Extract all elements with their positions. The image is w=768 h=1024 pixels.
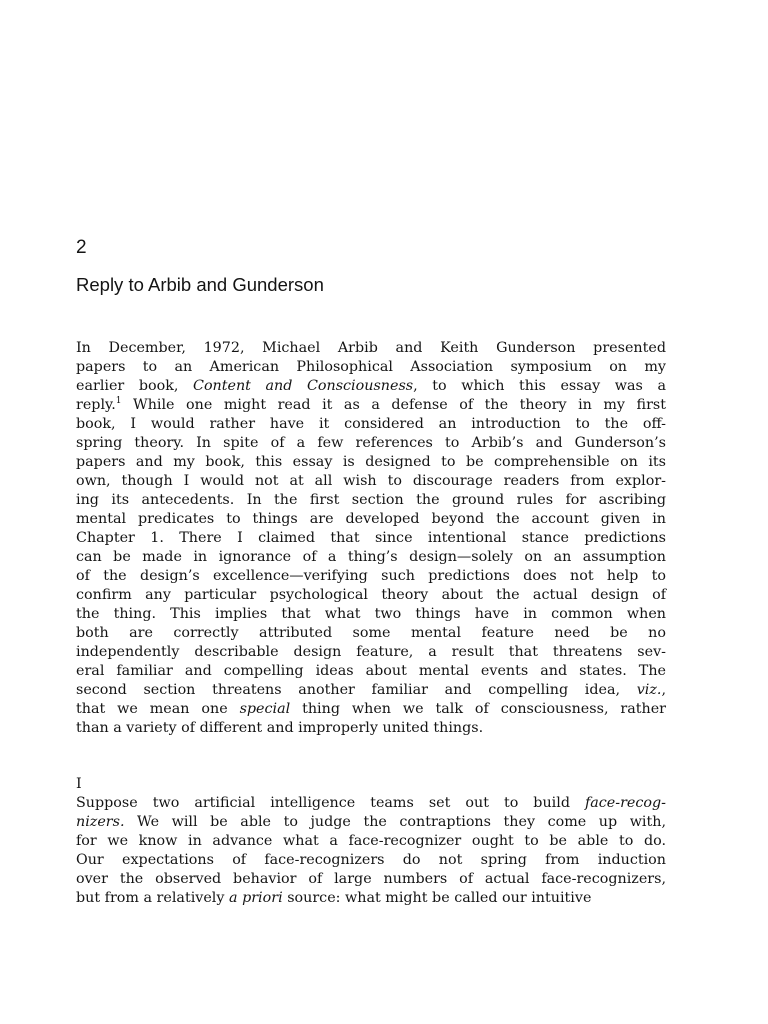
section-heading: I: [76, 776, 82, 792]
text-segment: the thing. This implies that what two things have in common when: [76, 606, 666, 622]
text-segment: second section threatens another familiar and compelling idea,: [76, 682, 637, 698]
text-line: [76, 794, 666, 813]
text-segment: than a variety of different and improperly united things.: [76, 720, 484, 736]
text-line: [76, 567, 666, 586]
text-line: [76, 624, 666, 643]
text-line: [76, 681, 666, 700]
text-segment: spring theory. In spite of a few references to Arbib’s and Gunderson’s: [76, 435, 666, 451]
text-line: [76, 415, 666, 434]
text-line: [76, 662, 666, 681]
text-segment: papers and my book, this essay is designed to be comprehensible on its: [76, 454, 666, 470]
text-segment: While one might read it as a defense of the theory in my first: [121, 397, 666, 413]
text-segment: that we mean one: [76, 701, 240, 717]
text-segment: mental predicates to things are developed beyond the account given in: [76, 511, 666, 527]
text-line: [76, 472, 666, 491]
text-segment: can be made in ignorance of a thing’s design—solely on an assumption: [76, 549, 666, 565]
text-segment: eral familiar and compelling ideas about mental events and states. The: [76, 663, 666, 679]
text-line: [76, 719, 666, 738]
text-segment: for we know in advance what a face-recognizer ought to be able to do.: [76, 833, 666, 849]
text-line: [76, 358, 666, 377]
text-segment: confirm any particular psychological theory about the actual design of: [76, 587, 666, 603]
section-one-paragraph: [76, 794, 666, 908]
text-segment: In December, 1972, Michael Arbib and Keith Gunderson presented: [76, 340, 666, 356]
text-segment: Suppose two artificial intelligence teams set out to build: [76, 795, 585, 811]
text-segment: papers to an American Philosophical Association symposium on my: [76, 359, 666, 375]
text-segment: , to which this essay was a: [413, 378, 666, 394]
text-segment: both are correctly attributed some mental feature need be no: [76, 625, 666, 641]
italic-text: Content and Consciousness: [193, 378, 414, 394]
text-line: [76, 396, 666, 415]
text-segment: of the design’s excellence—verifying such predictions does not help to: [76, 568, 666, 584]
text-line: [76, 529, 666, 548]
text-line: [76, 377, 666, 396]
italic-text: special: [239, 701, 291, 717]
text-segment: earlier book,: [76, 378, 193, 394]
text-line: [76, 813, 666, 832]
text-line: [76, 870, 666, 889]
text-line: [76, 605, 666, 624]
footnote-marker: 1: [115, 396, 122, 407]
text-line: [76, 832, 666, 851]
text-line: [76, 586, 666, 605]
text-line: [76, 434, 666, 453]
intro-paragraph: [76, 339, 666, 738]
text-segment: but from a relatively: [76, 890, 229, 906]
chapter-title: Reply to Arbib and Gunderson: [76, 274, 324, 295]
italic-text: viz.: [636, 682, 662, 698]
text-segment: over the observed behavior of large numbers of actual face-recognizers,: [76, 871, 666, 887]
text-segment: Our expectations of face-recognizers do not spring from induction: [76, 852, 666, 868]
text-segment: thing when we talk of consciousness, rather: [290, 701, 666, 717]
text-segment: source: what might be called our intuitive: [282, 890, 592, 906]
text-segment: ,: [661, 682, 666, 698]
text-segment: We will be able to judge the contraptions they come up with,: [124, 814, 666, 830]
text-segment: ing its antecedents. In the first section the ground rules for ascribing: [76, 492, 666, 508]
italic-text: face-recog-: [584, 795, 666, 811]
text-segment: Chapter 1. There I claimed that since intentional stance predictions: [76, 530, 666, 546]
text-segment: independently describable design feature, a result that threatens sev-: [76, 644, 666, 660]
text-line: [76, 548, 666, 567]
text-line: [76, 851, 666, 870]
italic-text: nizers.: [76, 814, 125, 830]
text-line: [76, 643, 666, 662]
text-segment: book, I would rather have it considered an introduction to the off-: [76, 416, 666, 432]
italic-text: a priori: [229, 890, 283, 906]
chapter-number: 2: [76, 237, 87, 258]
text-segment: reply.: [76, 397, 116, 413]
text-line: [76, 700, 666, 719]
text-line: [76, 453, 666, 472]
text-line: [76, 889, 666, 908]
section-one: [76, 775, 666, 908]
text-line: [76, 510, 666, 529]
text-line: [76, 339, 666, 358]
text-line: [76, 491, 666, 510]
text-segment: own, though I would not at all wish to discourage readers from explor-: [76, 473, 666, 489]
